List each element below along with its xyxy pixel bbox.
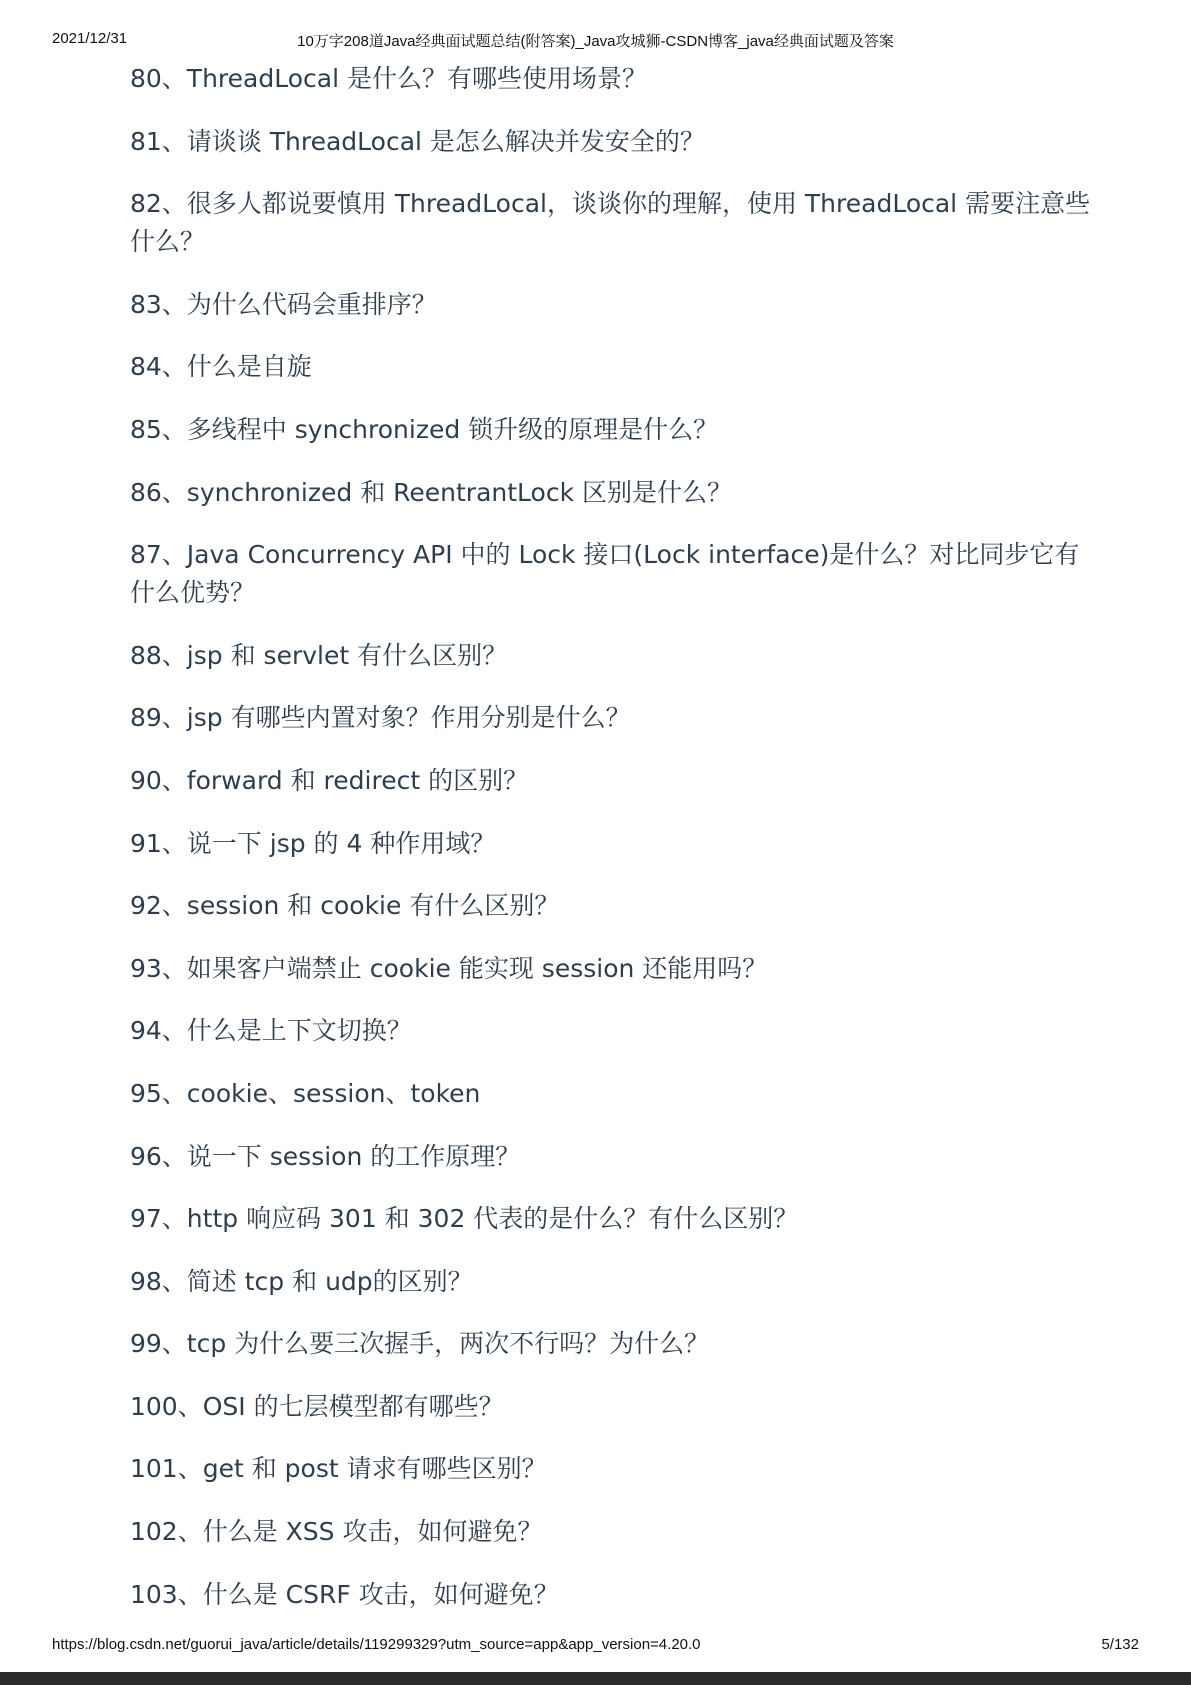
page-title: 10万字208道Java经典面试题总结(附答案)_Java攻城狮-CSDN博客_java经典面试题及答案 (297, 33, 894, 50)
page-number: 5/132 (1101, 1636, 1139, 1653)
question-item: 94、什么是上下文切换？ (130, 1016, 412, 1046)
question-item: 103、什么是 CSRF 攻击，如何避免？ (130, 1579, 559, 1609)
question-item: 81、请谈谈 ThreadLocal 是怎么解决并发安全的？ (130, 126, 705, 156)
question-item: 100、OSI 的七层模型都有哪些？ (130, 1391, 504, 1421)
source-url: https://blog.csdn.net/guorui_java/article/details/119299329?utm_source=app&app_version=4.20.0 (52, 1636, 701, 1653)
question-item: 98、简述 tcp 和 udp的区别？ (130, 1266, 473, 1296)
page-header (0, 28, 1191, 52)
question-item: 84、什么是自旋 (130, 352, 312, 382)
question-item: 83、为什么代码会重排序？ (130, 289, 437, 319)
question-item: 102、什么是 XSS 攻击，如何避免？ (130, 1517, 543, 1547)
page-footer (0, 1634, 1191, 1658)
question-item: 95、cookie、session、token (130, 1078, 481, 1108)
question-item: 87、Java Concurrency API 中的 Lock 接口(Lock interface)是什么？对比同步它有什么优势？ (130, 540, 1080, 608)
question-item: 91、说一下 jsp 的 4 种作用域？ (130, 828, 496, 858)
question-list (130, 60, 1100, 1638)
question-item: 89、jsp 有哪些内置对象？作用分别是什么？ (130, 703, 631, 733)
question-item: 80、ThreadLocal 是什么？有哪些使用场景？ (130, 64, 647, 93)
question-item: 86、synchronized 和 ReentrantLock 区别是什么？ (130, 477, 733, 507)
print-date: 2021/12/31 (52, 30, 128, 47)
question-item: 96、说一下 session 的工作原理？ (130, 1141, 521, 1171)
question-item: 90、forward 和 redirect 的区别？ (130, 765, 529, 795)
question-item: 101、get 和 post 请求有哪些区别？ (130, 1454, 547, 1484)
question-item: 88、jsp 和 servlet 有什么区别？ (130, 640, 508, 670)
question-item: 82、很多人都说要慎用 ThreadLocal，谈谈你的理解，使用 ThreadLocal 需要注意些什么？ (130, 189, 1091, 257)
question-item: 97、http 响应码 301 和 302 代表的是什么？有什么区别？ (130, 1204, 799, 1234)
question-item: 93、如果客户端禁止 cookie 能实现 session 还能用吗？ (130, 953, 768, 983)
bottom-edge-bar (0, 1672, 1191, 1685)
question-item: 99、tcp 为什么要三次握手，两次不行吗？为什么？ (130, 1329, 710, 1359)
question-item: 85、多线程中 synchronized 锁升级的原理是什么？ (130, 414, 719, 444)
question-item: 92、session 和 cookie 有什么区别？ (130, 891, 560, 921)
